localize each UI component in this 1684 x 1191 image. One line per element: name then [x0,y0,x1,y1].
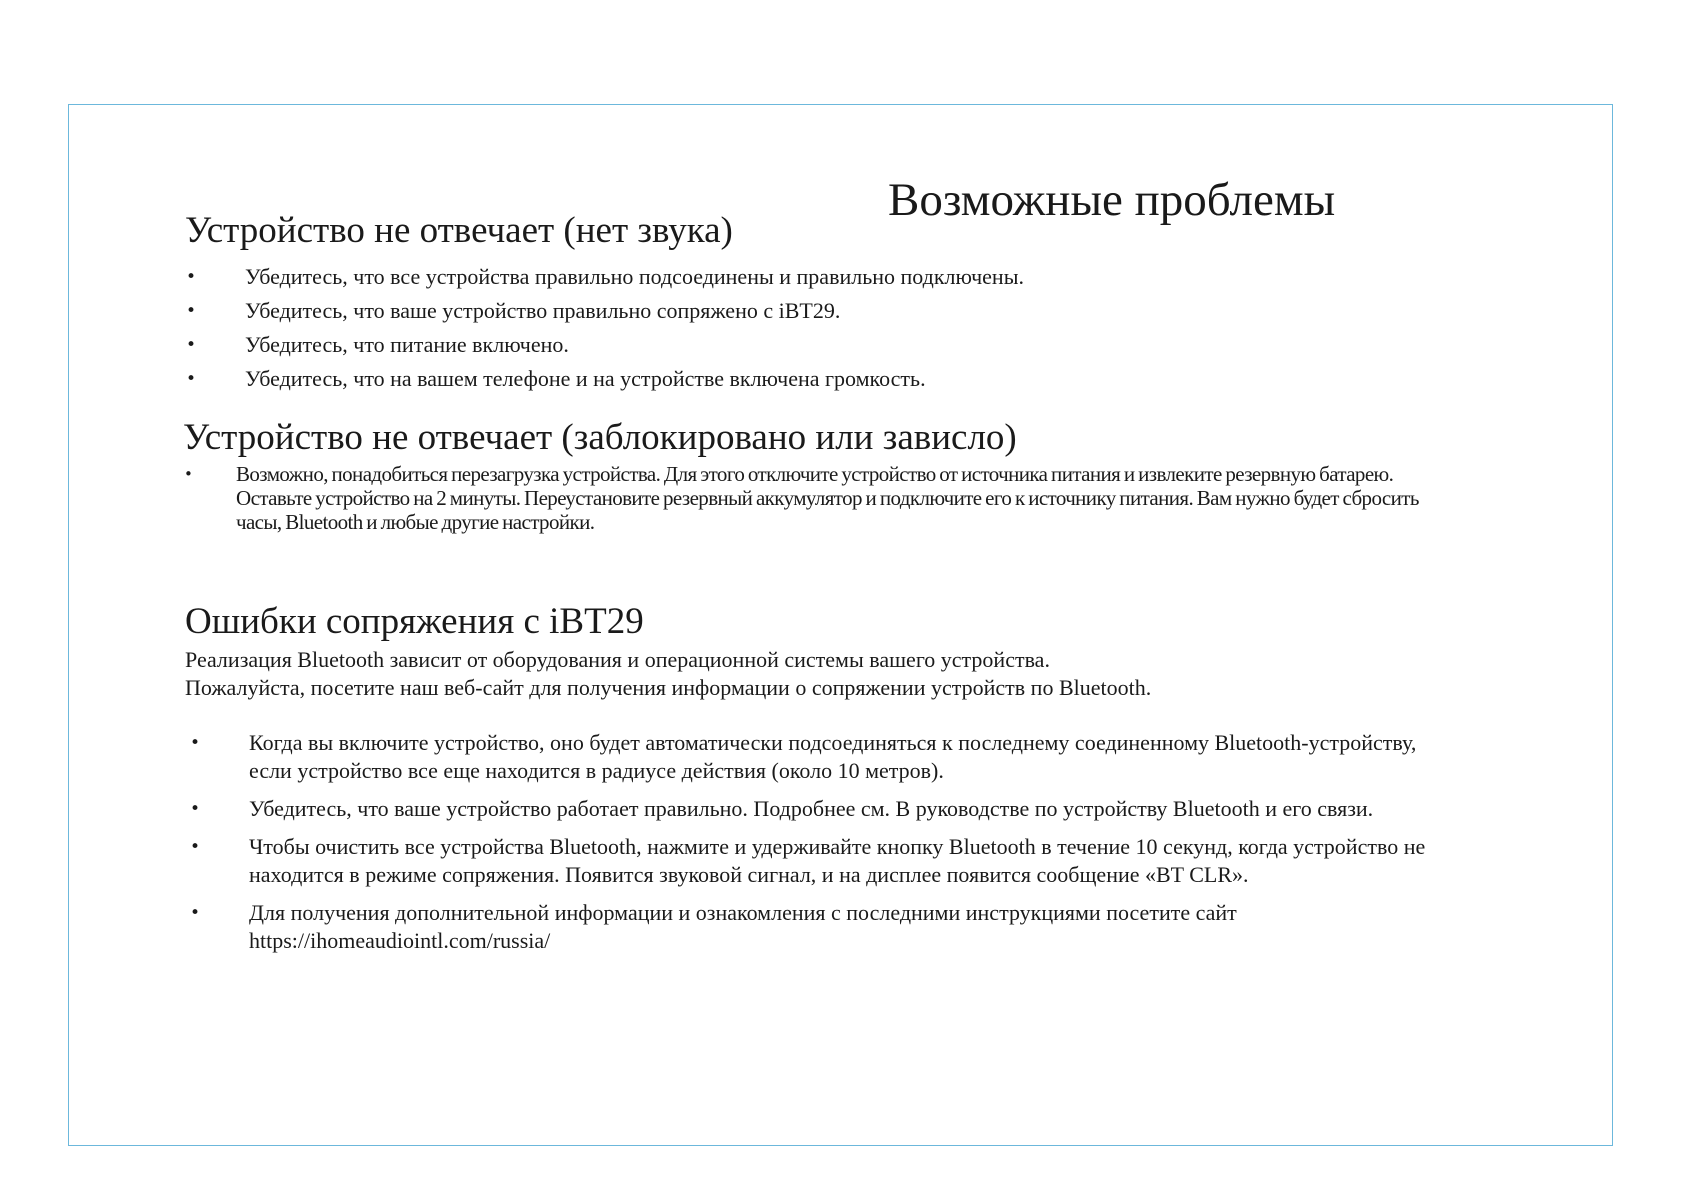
no-sound-list [186,262,1436,398]
list-item-text: Убедитесь, что ваше устройство работает правильно. Подробнее см. В руководстве по устройству Bluetooth и его связи. [249,796,1374,821]
list-item-text: Убедитесь, что питание включено. [245,332,569,357]
section-heading-frozen: Устройство не отвечает (заблокировано или зависло) [183,417,1017,458]
bullet-icon: • [190,903,201,923]
pairing-errors-list [190,729,1470,965]
bullet-icon: • [186,267,197,287]
list-item [190,899,1470,955]
list-item [186,296,1436,330]
list-item [190,729,1470,785]
list-item-text: Убедитесь, что на вашем телефоне и на устройстве включена громкость. [245,366,926,391]
section-heading-pairing-errors: Ошибки сопряжения с iBT29 [185,601,644,642]
bullet-icon: • [186,335,197,355]
bullet-icon: • [190,733,201,753]
frozen-list [184,462,1434,534]
list-item [190,833,1470,889]
bullet-icon: • [190,837,201,857]
pairing-intro-text: Реализация Bluetooth зависит от оборудования и операционной системы вашего устройства. [185,647,1050,672]
bullet-icon: • [190,799,201,819]
pairing-website-text: Пожалуйста, посетите наш веб-сайт для получения информации о сопряжении устройств по Bluetooth. [185,675,1152,700]
list-item [184,462,1434,534]
list-item-text: Когда вы включите устройство, оно будет автоматически подсоединяться к последнему соединенному Bluetooth-устройству, если устройство все еще находится в радиусе действия (около 10 метров). [249,730,1417,783]
list-item [190,795,1470,823]
bullet-icon: • [186,301,197,321]
list-item [186,330,1436,364]
list-item [186,364,1436,398]
list-item [186,262,1436,296]
list-item-text: Убедитесь, что все устройства правильно подсоединены и правильно подключены. [245,264,1024,289]
section-heading-no-sound: Устройство не отвечает (нет звука) [185,210,733,251]
bullet-icon: • [184,465,193,483]
list-item-text: Чтобы очистить все устройства Bluetooth, нажмите и удерживайте кнопку Bluetooth в течение 10 секунд, когда устройство не находится в режиме сопряжения. Появится звуковой сигнал, и на дисплее появится сообщение «BT CLR». [249,834,1426,887]
list-item-text: Возможно, понадобиться перезагрузка устройства. Для этого отключите устройство от источника питания и извлеките резервную батарею. Оставьте устройство на 2 минуты. Переустановите резервный аккумулятор и подключите его к источнику питания. Вам нужно будет сбросить часы, Bluetooth и любые другие настройки. [236,462,1419,534]
list-item-text: Для получения дополнительной информации и ознакомления с последними инструкциями посетите сайт https://ihomeaudiointl.com/russia/ [249,900,1237,953]
page-title: Возможные проблемы [888,174,1336,226]
list-item-text: Убедитесь, что ваше устройство правильно сопряжено с iBT29. [245,298,841,323]
bullet-icon: • [186,369,197,389]
